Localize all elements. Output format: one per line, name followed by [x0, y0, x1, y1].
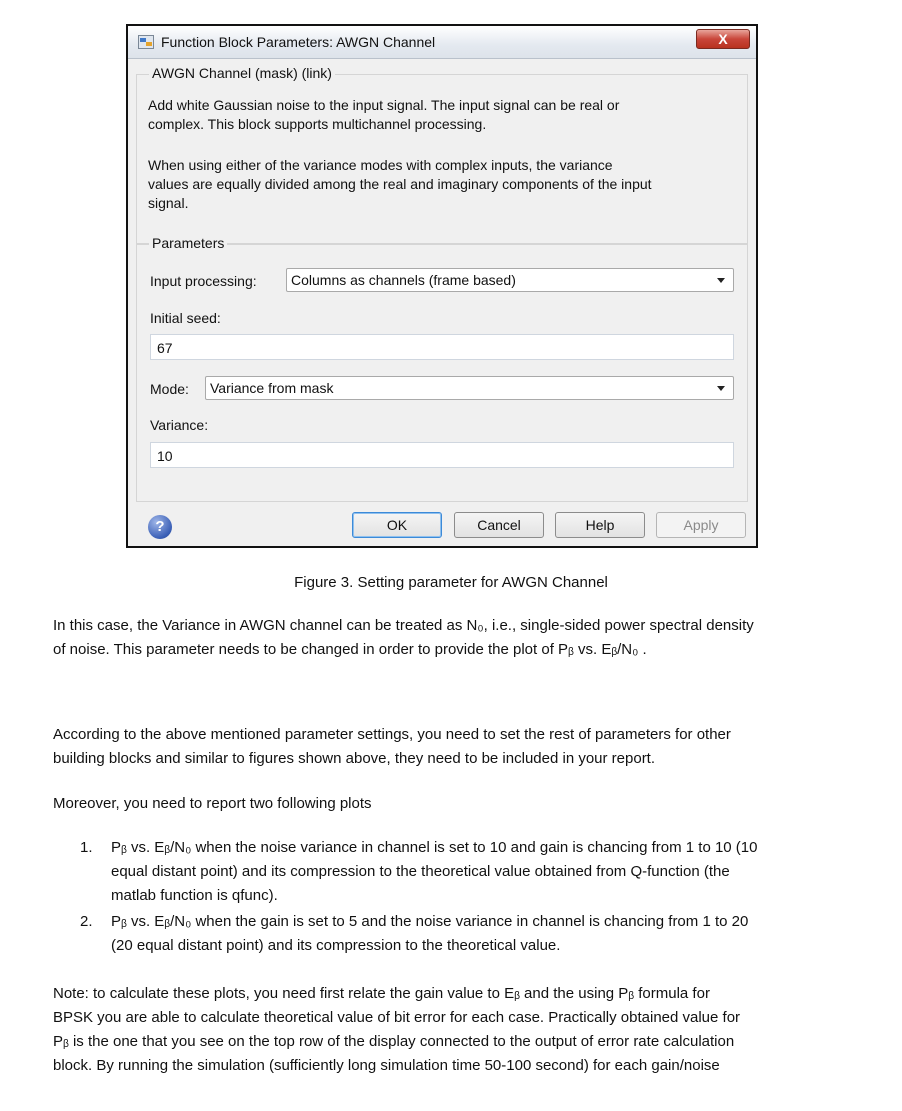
- initial-seed-label: Initial seed:: [150, 310, 221, 326]
- paragraph-line: Pᵦ is the one that you see on the top row of the display connected to the output of error rate calculation: [53, 1033, 735, 1050]
- chevron-down-icon: [717, 386, 725, 391]
- paragraph-line: According to the above mentioned parameter settings, you need to set the rest of parameters for other: [53, 726, 731, 743]
- paragraph-line: building blocks and similar to figures shown above, they need to be included in your report.: [53, 750, 656, 767]
- variance-label: Variance:: [150, 417, 209, 433]
- paragraph-line: of noise. This parameter needs to be changed in order to provide the plot of Pᵦ vs. Eᵦ/N₀ .: [53, 641, 647, 658]
- mask-description-line: signal.: [148, 195, 189, 211]
- paragraph-line: block. By running the simulation (sufficiently long simulation time 50-100 second) for each gain/noise: [53, 1057, 720, 1074]
- variance-input[interactable]: 10: [150, 442, 734, 468]
- list-number: 2.: [80, 913, 93, 930]
- paragraph-line: Moreover, you need to report two following plots: [53, 795, 372, 812]
- mask-description-line: When using either of the variance modes with complex inputs, the variance: [148, 157, 613, 173]
- cancel-button[interactable]: Cancel: [454, 512, 544, 538]
- paragraph-line: In this case, the Variance in AWGN channel can be treated as N₀, i.e., single-sided power spectral density: [53, 617, 754, 634]
- ok-button[interactable]: OK: [352, 512, 442, 538]
- help-button[interactable]: Help: [555, 512, 645, 538]
- list-item-line: matlab function is qfunc).: [111, 887, 278, 904]
- list-item-line: Pᵦ vs. Eᵦ/N₀ when the noise variance in channel is set to 10 and gain is chancing from 1 to 10 (10: [111, 839, 758, 856]
- mask-description-line: values are equally divided among the real and imaginary components of the input: [148, 176, 652, 192]
- mode-label: Mode:: [150, 381, 189, 397]
- mask-description-line: Add white Gaussian noise to the input signal. The input signal can be real or: [148, 97, 620, 113]
- paragraph-line: Note: to calculate these plots, you need first relate the gain value to Eᵦ and the using Pᵦ formula for: [53, 985, 710, 1002]
- simulink-block-icon: [138, 35, 154, 49]
- list-item-line: equal distant point) and its compression to the theoretical value obtained from Q-function (the: [111, 863, 730, 880]
- help-icon[interactable]: ?: [148, 515, 172, 539]
- mask-group-title: AWGN Channel (mask) (link): [149, 65, 335, 81]
- input-processing-value: Columns as channels (frame based): [291, 272, 516, 288]
- parameters-group-title: Parameters: [149, 235, 227, 251]
- initial-seed-input[interactable]: 67: [150, 334, 734, 360]
- input-processing-select[interactable]: [286, 268, 734, 292]
- dialog-title: Function Block Parameters: AWGN Channel: [161, 34, 436, 50]
- close-button[interactable]: [696, 29, 750, 49]
- mode-select[interactable]: [205, 376, 734, 400]
- close-icon: X: [718, 31, 728, 47]
- input-processing-label: Input processing:: [150, 273, 257, 289]
- figure-caption: Figure 3. Setting parameter for AWGN Channel: [294, 574, 608, 591]
- mode-value: Variance from mask: [210, 380, 334, 396]
- dialog-titlebar[interactable]: [128, 26, 756, 59]
- awgn-parameters-dialog: [126, 24, 758, 548]
- list-item-line: Pᵦ vs. Eᵦ/N₀ when the gain is set to 5 and the noise variance in channel is chancing from 1 to 20: [111, 913, 749, 930]
- list-item-line: (20 equal distant point) and its compression to the theoretical value.: [111, 937, 561, 954]
- list-number: 1.: [80, 839, 93, 856]
- paragraph-line: BPSK you are able to calculate theoretical value of bit error for each case. Practically obtained value for: [53, 1009, 741, 1026]
- chevron-down-icon: [717, 278, 725, 283]
- mask-description-line: complex. This block supports multichannel processing.: [148, 116, 487, 132]
- apply-button[interactable]: Apply: [656, 512, 746, 538]
